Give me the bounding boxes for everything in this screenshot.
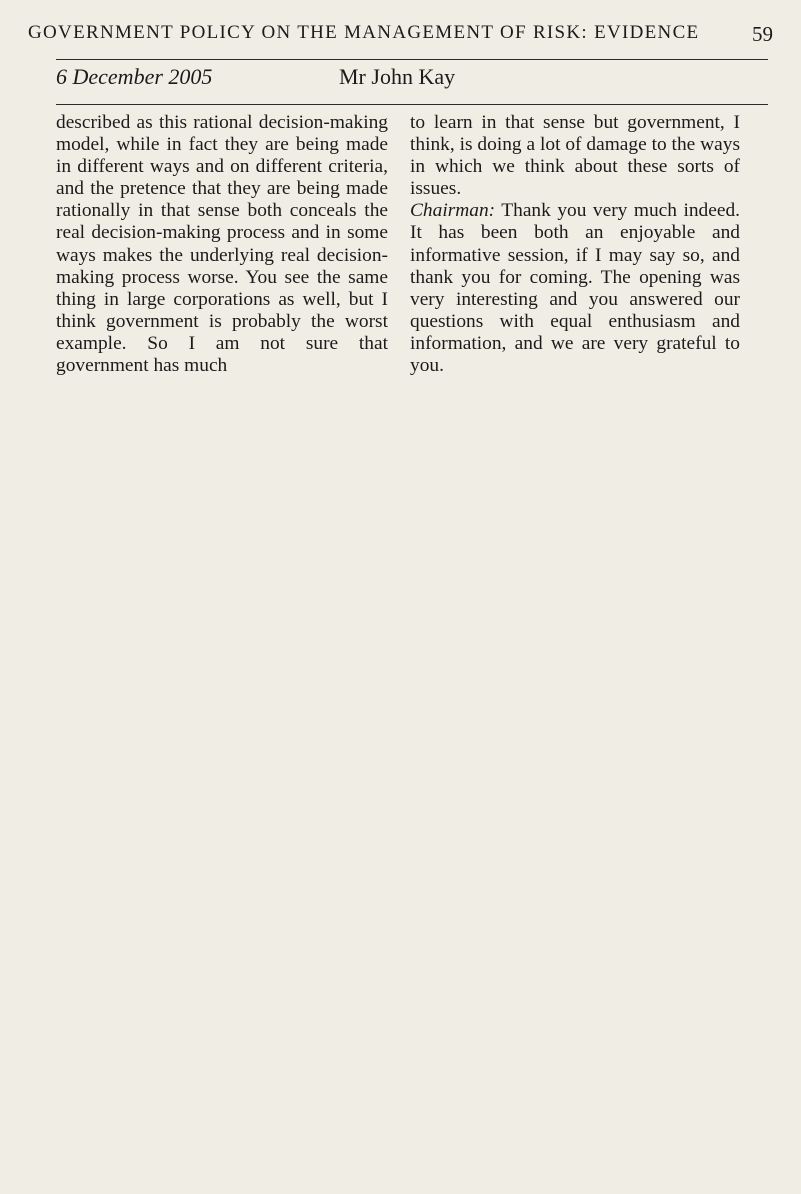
chairman-paragraph <box>410 200 740 377</box>
header-rule-bottom <box>56 104 768 105</box>
running-title: GOVERNMENT POLICY ON THE MANAGEMENT OF RISK: EVIDENCE <box>28 22 700 43</box>
session-date: 6 December 2005 <box>56 64 213 89</box>
right-column <box>410 112 740 377</box>
left-column <box>56 112 388 377</box>
left-column-paragraph: described as this rational decision-making model, while in fact they are being made in different ways and on different criteria, and the pretence that they are being made rationally in that sense both conceals the real decision-making process and in some ways makes the underlying real decision-making process worse. You see the same thing in large corporations as well, but I think government is probably the worst example. So I am not sure that government has much <box>56 112 388 377</box>
header-rule-top <box>56 59 768 60</box>
chairman-statement: Thank you very much indeed. It has been both an enjoyable and informative session, if I may say so, and thank you for coming. The opening was very interesting and you answered our questions with equal enthusiasm and information, and we are very grateful to you. <box>410 200 741 377</box>
right-column-continuation: to learn in that sense but government, I think, is doing a lot of damage to the ways in which we think about these sorts of issues. <box>410 112 740 200</box>
speaker-label: Chairman: <box>410 200 496 222</box>
page-number: 59 <box>752 22 773 46</box>
witness-name: Mr John Kay <box>339 64 456 89</box>
running-head <box>28 22 773 52</box>
